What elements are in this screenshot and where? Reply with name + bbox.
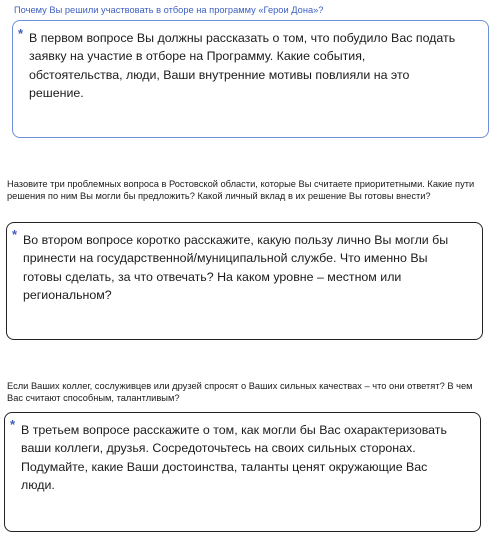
- required-asterisk: *: [18, 26, 24, 41]
- required-asterisk: *: [12, 227, 18, 242]
- answer-3-text: В третьем вопросе расскажите о том, как могли бы Вас охарактеризовать ваши коллеги, друзья. Сосредоточьтесь на своих сильных сторонах. Подумайте, какие Ваши достоинства, таланты ценят окружающие Вас люди.: [21, 423, 447, 492]
- answer-1-text: В первом вопросе Вы должны рассказать о том, что побудило Вас подать заявку на участие в отборе на Программу. Какие события, обстоятельства, люди, Ваши внутренние мотивы повлияли на это решение.: [29, 31, 456, 100]
- answer-1-field[interactable]: [12, 20, 489, 138]
- answer-2-text: Во втором вопросе коротко расскажите, какую пользу лично Вы могли бы принести на государственной/муниципальной службе. Что именно Вы готовы сделать, за что отвечать? На каком уровне – местном или региональном?: [23, 233, 449, 302]
- answer-2-field[interactable]: [6, 222, 483, 340]
- answer-3-field[interactable]: [4, 412, 481, 532]
- question-3-label: Если Ваших коллег, сослуживцев или друзей спросят о Ваших сильных качествах – что они ответят? В чем Вас считают способным, талантливым?: [7, 381, 473, 404]
- question-1-label: Почему Вы решили участвовать в отборе на программу «Герои Дона»?: [14, 5, 324, 15]
- question-2-label: Назовите три проблемных вопроса в Ростовской области, которые Вы считаете приоритетными. Какие пути решения по ним Вы могли бы предложить? Какой личный вклад в их решение Вы готовы внести?: [7, 179, 475, 202]
- required-asterisk: *: [10, 417, 16, 432]
